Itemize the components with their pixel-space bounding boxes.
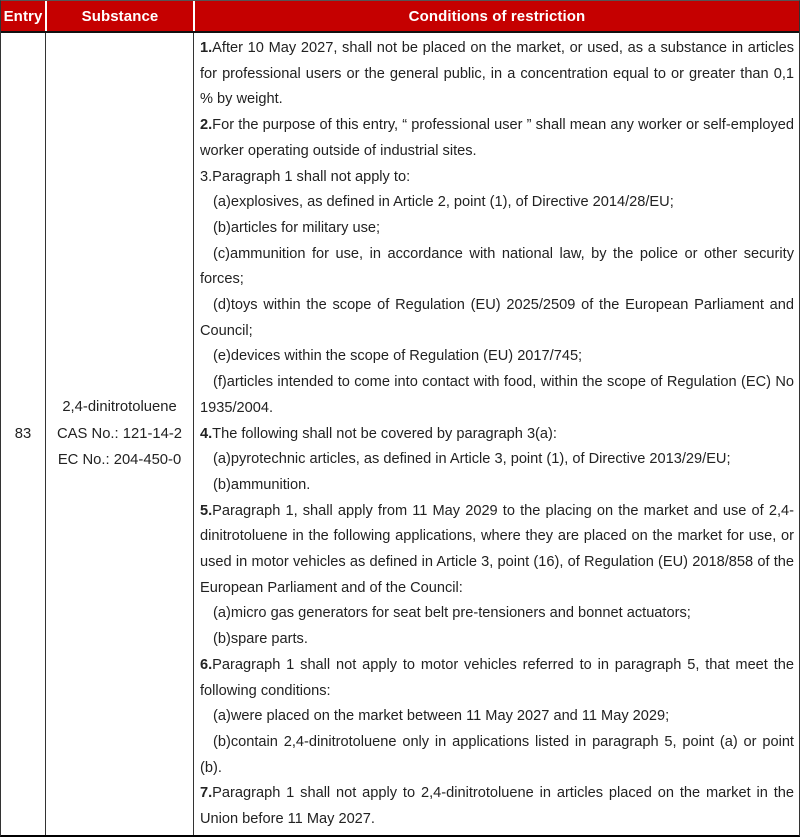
paragraph-marker: (d) <box>213 297 231 314</box>
header-substance: Substance <box>45 1 193 31</box>
substance-line: 2,4-dinitrotoluene <box>62 399 177 416</box>
condition-subitem: (b)contain 2,4-dinitrotoluene only in applications listed in paragraph 5, point (a) or point (b). <box>200 733 794 776</box>
paragraph-marker: (f) <box>213 374 227 391</box>
paragraph-marker: 1. <box>200 40 213 56</box>
condition-subitem: (a)were placed on the market between 11 May 2027 and 11 May 2029; <box>213 708 670 725</box>
condition-paragraph: 3.Paragraph 1 shall not apply to: <box>200 168 411 185</box>
table-header-row <box>1 1 799 33</box>
condition-subitem: (c)ammunition for use, in accordance with national law, by the police or other security forces; <box>200 245 794 288</box>
paragraph-marker: (a) <box>213 194 231 211</box>
paragraph-marker: (b) <box>213 631 231 648</box>
paragraph-marker: 3. <box>200 168 213 185</box>
paragraph-marker: (b) <box>213 219 231 236</box>
paragraph-marker: 2. <box>200 117 213 134</box>
condition-subitem: (b)ammunition. <box>213 476 311 493</box>
paragraph-marker: (b) <box>213 733 231 750</box>
condition-subitem: (f)articles intended to come into contact with food, within the scope of Regulation (EC) No 1935/2004. <box>200 374 794 416</box>
paragraph-marker: 4. <box>200 425 213 442</box>
condition-paragraph: 7.Paragraph 1 shall not apply to 2,4-dinitrotoluene in articles placed on the market in the Union before 11 May 2027. <box>200 785 794 828</box>
paragraph-marker: 6. <box>200 656 213 673</box>
condition-paragraph: 5.Paragraph 1, shall apply from 11 May 2029 to the placing on the market and use of 2,4-dinitrotoluene in the following applications, where they are placed on the market for use, or used in motor vehicles as defined in Article 3, point (16), of Regulation (EU) 2018/858 of the European Parliament and of the Council: <box>200 502 794 596</box>
substance-cell <box>45 33 193 835</box>
condition-subitem: (a)explosives, as defined in Article 2, point (1), of Directive 2014/28/EU; <box>213 194 674 211</box>
paragraph-marker: (c) <box>213 245 231 262</box>
condition-subitem: (b)articles for military use; <box>213 219 381 236</box>
condition-subitem: (e)devices within the scope of Regulation (EU) 2017/745; <box>213 348 583 365</box>
paragraph-marker: 7. <box>200 785 213 802</box>
condition-paragraph: 1.After 10 May 2027, shall not be placed on the market, or used, as a substance in articles for professional users or the general public, in a concentration equal to or greater than 0,1 % by weight. <box>200 40 794 108</box>
paragraph-marker: 5. <box>200 502 213 519</box>
condition-paragraph: 2.For the purpose of this entry, “ professional user ” shall mean any worker or self-employed worker operating outside of industrial sites. <box>200 117 794 159</box>
entry-number-cell: 83 <box>14 426 32 442</box>
substance-line: EC No.: 204-450-0 <box>57 452 182 469</box>
header-conditions: Conditions of restriction <box>193 1 799 31</box>
paragraph-marker: (e) <box>213 348 231 365</box>
condition-paragraph: 4.The following shall not be covered by paragraph 3(a): <box>200 425 557 442</box>
substance-line: CAS No.: 121-14-2 <box>56 425 182 442</box>
paragraph-marker: (a) <box>213 708 231 725</box>
header-entry: Entry <box>1 1 45 31</box>
table-body-row <box>1 33 799 835</box>
condition-subitem: (d)toys within the scope of Regulation (EU) 2025/2509 of the European Parliament and Council; <box>200 297 794 339</box>
condition-subitem: (a)pyrotechnic articles, as defined in Article 3, point (1), of Directive 2013/29/EU; <box>213 451 731 468</box>
conditions-cell <box>193 33 799 835</box>
paragraph-marker: (a) <box>213 605 231 622</box>
condition-paragraph: 6.Paragraph 1 shall not apply to motor vehicles referred to in paragraph 5, that meet the following conditions: <box>200 656 794 699</box>
paragraph-marker: (b) <box>213 476 231 493</box>
condition-subitem: (b)spare parts. <box>213 631 308 648</box>
condition-subitem: (a)micro gas generators for seat belt pre-tensioners and bonnet actuators; <box>213 605 691 622</box>
paragraph-marker: (a) <box>213 451 231 468</box>
